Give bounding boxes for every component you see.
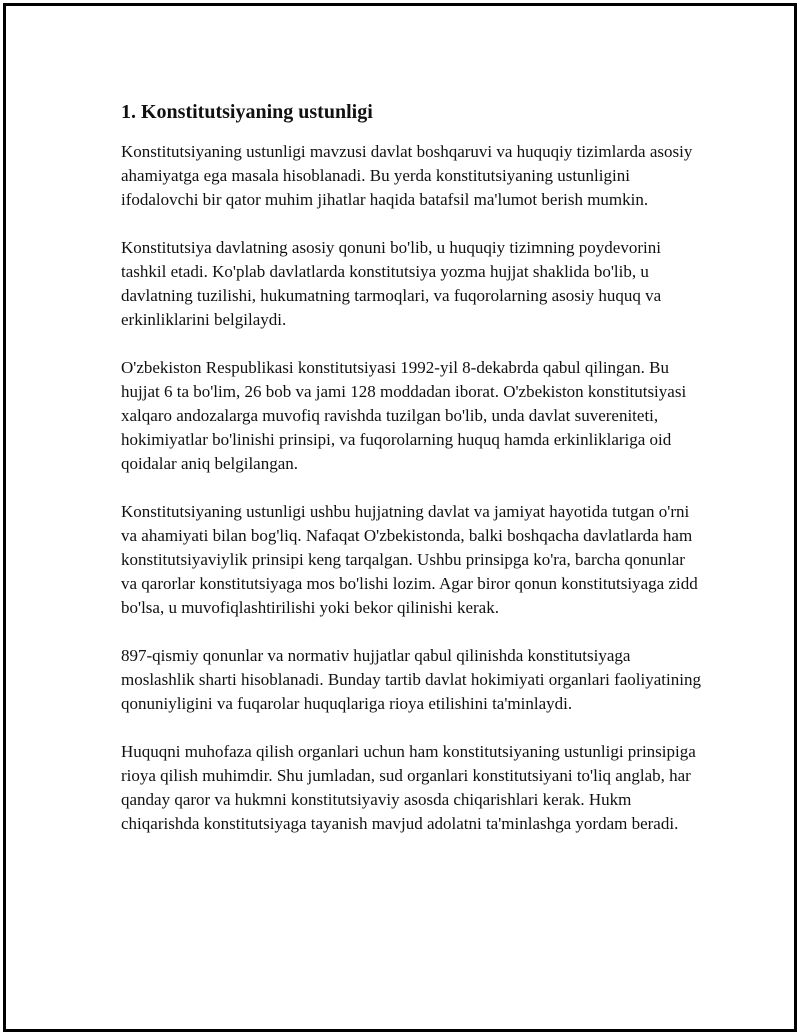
section-heading: 1. Konstitutsiyaning ustunligi [121, 101, 373, 123]
paragraph-3: O'zbekiston Respublikasi konstitutsiyasi 1992-yil 8-dekabrda qabul qilingan. Bu hujjat 6 ta bo'lim, 26 bob va jami 128 moddadan iborat. O'zbekiston konstitutsiyasi xalqaro andozalarga muvofiq ravishda tuzilgan bo'lib, unda davlat suvereniteti, hokimiyatlar bo'linishi prinsipi, va fuqorolarning huquq hamda erkinliklariga oid qoidalar aniq belgilangan. [121, 358, 687, 473]
document-content [121, 98, 701, 860]
paragraph-5: 897-qismiy qonunlar va normativ hujjatlar qabul qilinishda konstitutsiyaga moslashlik sharti hisoblanadi. Bunday tartib davlat hokimiyati organlari faoliyatining qonuniyligini va fuqarolar huquqlariga rioya etilishini ta'minlaydi. [121, 646, 701, 713]
paragraph-6: Huquqni muhofaza qilish organlari uchun ham konstitutsiyaning ustunligi prinsipiga rioya qilish muhimdir. Shu jumladan, sud organlari konstitutsiyani to'liq anglab, har qanday qaror va hukmni konstitutsiyaviy asosda chiqarishlari kerak. Hukm chiqarishda konstitutsiyaga tayanish mavjud adolatni ta'minlashga yordam beradi. [121, 742, 696, 833]
paragraph-1: Konstitutsiyaning ustunligi mavzusi davlat boshqaruvi va huquqiy tizimlarda asosiy ahamiyatga ega masala hisoblanadi. Bu yerda konstitutsiyaning ustunligini ifodalovchi bir qator muhim jihatlar haqida batafsil ma'lumot berish mumkin. [121, 142, 693, 209]
paragraph-4: Konstitutsiyaning ustunligi ushbu hujjatning davlat va jamiyat hayotida tutgan o'rni va ahamiyati bilan bog'liq. Nafaqat O'zbekistonda, balki boshqacha davlatlarda ham konstitutsiyaviylik prinsipi keng tarqalgan. Ushbu prinsipga ko'ra, barcha qonunlar va qarorlar konstitutsiyaga mos bo'lishi lozim. Agar biror qonun konstitutsiyaga zidd bo'lsa, u muvofiqlashtirilishi yoki bekor qilinishi kerak. [121, 502, 698, 617]
paragraph-2: Konstitutsiya davlatning asosiy qonuni bo'lib, u huquqiy tizimning poydevorini tashkil etadi. Ko'plab davlatlarda konstitutsiya yozma hujjat shaklida bo'lib, u davlatning tuzilishi, hukumatning tarmoqlari, va fuqorolarning asosiy huquq va erkinliklarini belgilaydi. [121, 238, 662, 329]
document-page [3, 3, 797, 1032]
